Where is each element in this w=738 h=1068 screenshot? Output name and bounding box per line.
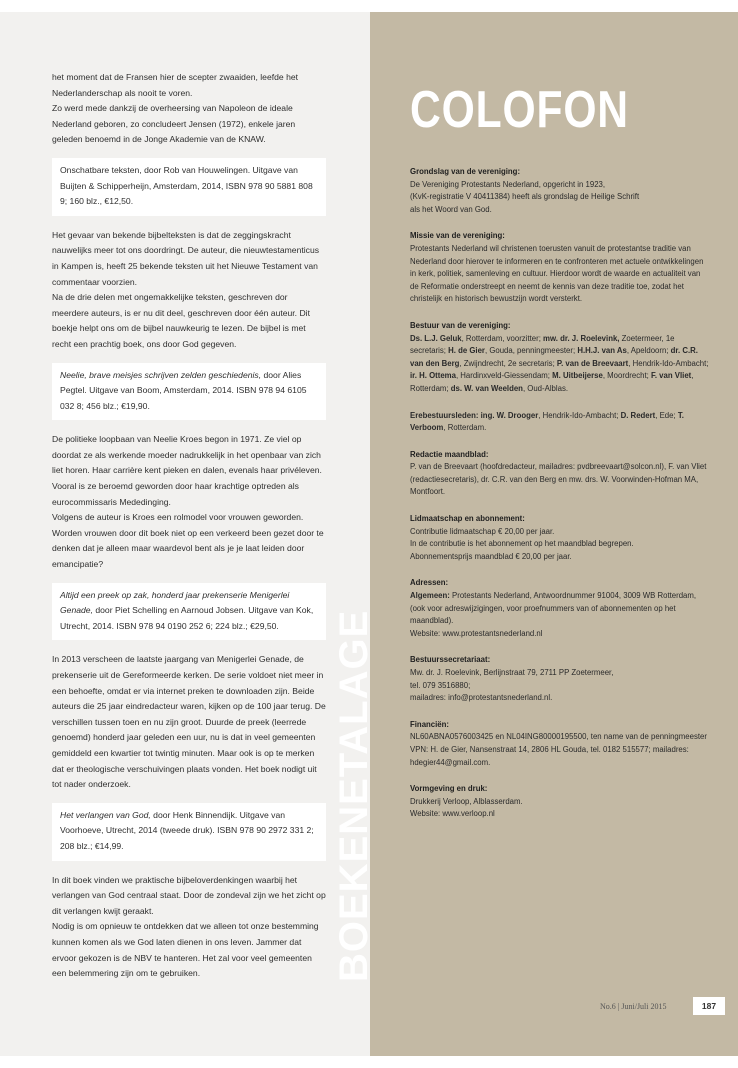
colofon-section	[410, 719, 710, 769]
section-label-vertical: BOEKENETALAGE	[332, 609, 376, 982]
colofon-section	[410, 166, 710, 216]
book-title: Het verlangen van God,	[60, 809, 151, 820]
paragraph: het moment dat de Fransen hier de scepter zwaaiden, leefde het Nederlanderschap als nooit te voren.	[52, 72, 299, 98]
text: , Hendrik-Ido-Ambacht;	[628, 358, 709, 368]
paragraph: In 2013 verscheen de laatste jaargang van Menigerlei Genade, de prekenserie uit de Gereformeerde kerken. De serie voldoet niet meer in een behoefte, omdat er via internet preken te downloaden zijn. Beide auteurs die 25 jaar eindredacteur waren, kijken op de 100 jaar terug. De verschillen tussen toen en nu zijn groot. Duurde de preek (leerrede genoemd) honderd jaar geleden een uur, nu is dat in veel gemeenten gemiddeld een kwartier tot twintig minuten. Maar ook is op te merken dat er theologische verschuivingen plaats vonden. Het boek nodigt uit tot nader onderzoek.	[52, 654, 326, 790]
paragraph: Na de drie delen met ongemakkelijke teksten, geschreven dor meerdere auteurs, is er nu dit deel, geschreven door één auteur. Dit boekje helpt ons om de bijbel nauwkeurig te lezen. De bijbel is met recht een prachtig boek, ons door God gegeven.	[52, 292, 310, 349]
section-heading: Redactie maandblad:	[410, 449, 489, 459]
book-title: Neelie, brave meisjes schrijven zelden geschiedenis,	[60, 369, 262, 380]
page-number: 187	[693, 997, 725, 1015]
board-member-name: H.H.J. van As	[577, 346, 627, 356]
section-text: als het Woord van God.	[410, 204, 492, 214]
book-title: Altijd een preek op zak, honderd jaar prekenserie Menigerlei Genade,	[60, 589, 290, 616]
section-heading: Erebestuursleden:	[410, 410, 481, 420]
text: , Gouda, penningmeester;	[484, 346, 576, 356]
text: , Apeldoorn;	[626, 346, 671, 356]
colofon-section	[410, 230, 710, 306]
text: , Hardinxveld-Giessendam;	[455, 371, 553, 381]
section-text: In de contributie is het abonnement op het maandblad begrepen.	[410, 539, 634, 549]
label: Algemeen:	[410, 591, 450, 601]
book-info-box	[52, 583, 326, 641]
section-heading: Grondslag van de vereniging:	[410, 167, 521, 176]
section-text	[410, 410, 710, 435]
section-heading: Adressen:	[410, 578, 449, 588]
colofon-section	[410, 449, 710, 499]
colofon-column	[410, 166, 710, 835]
board-member-name: M. Uitbeijerse	[552, 371, 603, 381]
text: Protestants Nederland, Antwoordnummer 91004, 3009 WB Rotterdam, (ook voor adreswijzigingen, voor proefnummers van of abonnementen op het maandblad).	[410, 591, 697, 626]
text: , Rotterdam.	[443, 423, 487, 433]
board-member-name: Ds. L.J. Geluk	[410, 333, 462, 343]
email-link[interactable]: mailadres: info@protestantsnederland.nl.	[410, 693, 553, 703]
book-info-box	[52, 158, 326, 216]
page-title: COLOFON	[410, 81, 629, 139]
paragraph: Het gevaar van bekende bijbelteksten is dat de zeggingskracht nauwelijks meer tot ons doordringt. De auteur, die nieuwtestamenticus in Kampen is, heeft 25 bekende teksten uit het Nieuwe Testament van commentaar voorzien.	[52, 229, 320, 287]
colofon-section	[410, 577, 710, 640]
colofon-section	[410, 513, 710, 563]
section-text: (KvK-registratie V 40411384) heeft als grondslag de Heilige Schrift	[410, 192, 640, 202]
section-text	[410, 590, 710, 628]
text: , Rotterdam;	[410, 371, 694, 393]
book-info-box	[52, 803, 326, 861]
book-info: door Alies Pegtel. Uitgave van Boom, Amsterdam, 2014. ISBN 978 94 6105 032 8; 456 blz.; €19,90.	[60, 369, 307, 411]
text: Zoetermeer, 1e secretaris;	[410, 333, 675, 356]
book-info: Onschatbare teksten, door Rob van Houwelingen. Uitgave van Buijten & Schipperheijn, Amsterdam, 2014, ISBN 978 90 5881 808 9; 160 blz., €12,50.	[60, 164, 313, 207]
text: , Rotterdam, voorzitter;	[461, 333, 544, 343]
board-member-name: F. van Vliet	[650, 371, 692, 381]
book-info: door Henk Binnendijk. Uitgave van Voorhoeve, Utrecht, 2014 (tweede druk). ISBN 978 90 2972 331 2; 208 blz.; €14,99.	[60, 809, 314, 851]
section-text: NL60ABNA0576003425 en NL04ING80000195500, ten name van de penningmeester VPN: H. de Gier, Nansenstraat 14, 2806 HL Gouda, tel. 0182 515577; mailadres: hdegier44@gmail.com.	[410, 732, 707, 767]
paragraph: Nodig is om opnieuw te ontdekken dat we alleen tot onze bestemming kunnen komen als we God laten dienen in ons leven. Jammer dat ervoor gekozen is de NBV te hanteren. Het zal voor veel gemeenten een belemmering zijn om te gebruiken.	[52, 921, 319, 979]
section-text: P. van de Breevaart (hoofdredacteur, mailadres: pvdbreevaart@solcon.nl), F. van Vliet (redactiesecretaris), dr. C.R. van den Berg en mw. drs. W. Voorwinden-Hofman MA, Montfoort.	[410, 462, 707, 497]
board-member-name: D. Redert	[620, 410, 656, 420]
board-member-name: dr. C.R. van den Berg	[410, 346, 698, 368]
section-heading: Bestuur van de vereniging:	[410, 320, 511, 330]
section-heading: Financiën:	[410, 719, 449, 729]
website-link[interactable]: Website: www.protestantsnederland.nl	[410, 628, 543, 638]
colofon-section	[410, 410, 710, 435]
board-member-name: P. van de Breevaart	[556, 358, 629, 368]
board-member-name: mw. dr. J. Roelevink,	[543, 333, 620, 343]
section-text	[410, 333, 710, 396]
board-member-name: H. de Gier	[448, 346, 485, 356]
website-link[interactable]: Website: www.verloop.nl	[410, 809, 495, 819]
colofon-section	[410, 783, 710, 821]
text: , Hendrik-Ido-Ambacht;	[538, 410, 619, 420]
section-text: Drukkerij Verloop, Alblasserdam.	[410, 796, 523, 806]
section-heading: Missie van de vereniging:	[410, 231, 505, 241]
board-member-name: ing. W. Drooger	[480, 410, 539, 420]
paragraph: Zo werd mede dankzij de overheersing van Napoleon de ideale Nederland geboren, zo concludeert Jensen (1972), enkele jaren geleden benoemd in de Jonge Akademie van de KNAW.	[52, 103, 296, 145]
text: , Ede;	[655, 410, 678, 420]
text: , Moordrecht;	[602, 371, 651, 381]
text: , Zwijndrecht, 2e secretaris;	[459, 358, 557, 368]
section-heading: Bestuurssecretariaat:	[410, 655, 491, 665]
issue-info: No.6 | Juni/Juli 2015	[600, 1002, 667, 1011]
section-heading: Lidmaatschap en abonnement:	[410, 514, 525, 524]
section-text: Mw. dr. J. Roelevink, Berlijnstraat 79, 2711 PP Zoetermeer,	[410, 668, 614, 677]
colofon-section	[410, 320, 710, 396]
section-heading: Vormgeving en druk:	[410, 784, 488, 794]
paragraph: In dit boek vinden we praktische bijbeloverdenkingen waarbij het verlangen van God centraal staat. Door de zondeval zijn we het zicht op dit verlangen kwijt geraakt.	[52, 874, 326, 916]
book-info-box	[52, 363, 326, 421]
board-member-name: ir. H. Ottema	[410, 371, 456, 381]
book-reviews-column	[52, 70, 326, 982]
section-text: Abonnementsprijs maandblad € 20,00 per jaar.	[410, 551, 572, 561]
section-text: Contributie lidmaatschap € 20,00 per jaar.	[410, 526, 555, 536]
book-info: door Piet Schelling en Aarnoud Jobsen. Uitgave van Kok, Utrecht, 2014. ISBN 978 94 0190 252 6; 224 blz.; €29,50.	[60, 605, 314, 631]
board-member-name: T. Verboom	[410, 410, 684, 433]
colofon-section	[410, 654, 710, 704]
paragraph: Volgens de auteur is Kroes een rolmodel voor vrouwen geworden. Worden vrouwen door dit boek niet op een verkeerd been gezet door te denken dat je alleen maar waardevol bent als je je laat leiden door emancipatie?	[52, 512, 324, 570]
text: , Oud-Alblas.	[522, 383, 569, 393]
section-text: Protestants Nederland wil christenen toerusten vanuit de protestantse traditie van Nederland door hierover te informeren en te confronteren met actuele ontwikkelingen in kerk, politiek, samenleving en cultuur. Hierdoor wordt de waarde en actualiteit van de Reformatie onderstreept en neemt de kennis van deze traditie toe, zodat het christelijk en historisch bewustzijn wordt versterkt.	[410, 243, 704, 304]
paragraph: De politieke loopbaan van Neelie Kroes begon in 1971. Ze viel op doordat ze als werkende moeder nadrukkelijk in het openbaar van zich liet horen. Haar carrière kent pieken en dalen, evenals haar privéleven. Vooral is ze beroemd geworden door haar krachtige optreden als eurocommissaris Mededinging.	[52, 434, 322, 507]
section-text: tel. 079 3516880;	[410, 680, 471, 690]
section-text: De Vereniging Protestants Nederland, opgericht in 1923,	[410, 179, 606, 189]
board-member-name: ds. W. van Weelden	[450, 383, 523, 393]
